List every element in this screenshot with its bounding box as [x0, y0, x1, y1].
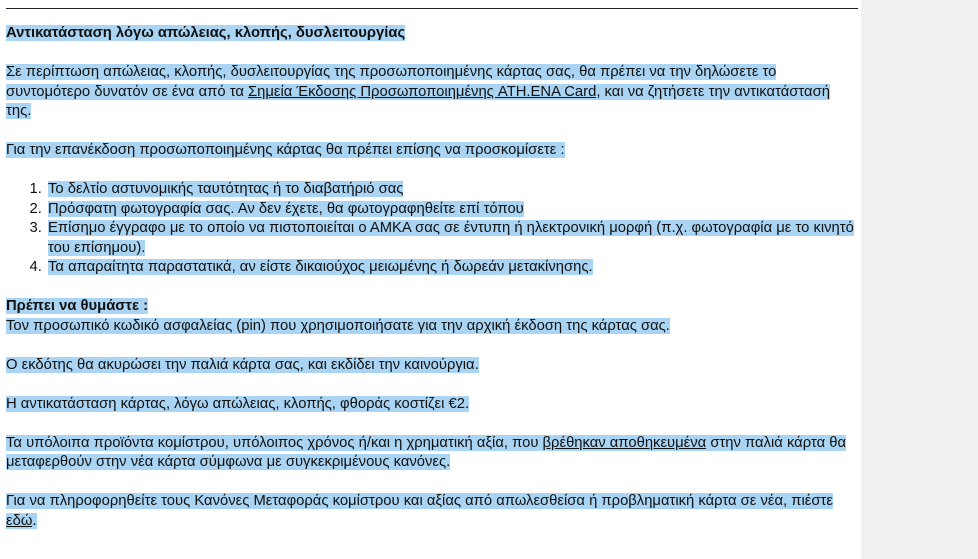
remember-heading: Πρέπει να θυμάστε : [6, 298, 149, 314]
cancel-text: Ο εκδότης θα ακυρώσει την παλιά κάρτα σας, και εκδίδει την καινούργια. [6, 356, 479, 373]
transfer-paragraph [6, 434, 856, 473]
list-item [46, 200, 856, 220]
section-title-text: Αντικατάσταση λόγω απώλειας, κλοπής, δυσλειτουργίας [6, 25, 406, 41]
list-item [46, 180, 856, 200]
document-item-1: Το δελτίο αστυνομικής ταυτότητας ή το διαβατήριό σας [48, 181, 404, 197]
transfer-rules-link[interactable]: εδώ [6, 512, 33, 529]
replacement-section [6, 24, 856, 551]
documents-list [6, 180, 856, 278]
cost-paragraph [6, 395, 856, 415]
right-gutter [861, 0, 978, 559]
transfer-text-before: Τα υπόλοιπα προϊόντα κομίστρου, υπόλοιπος χρόνος ή/και η χρηματική αξία, που [6, 434, 543, 451]
remember-text: Τον προσωπικό κωδικό ασφαλείας (pin) που χρησιμοποιήσατε για την αρχική έκδοση της κάρτας σας. [6, 317, 670, 334]
intro-text-after: , και να ζητήσετε την αντικατάστασή της. [6, 83, 830, 119]
document-item-3: Επίσημο έγγραφο με το οποίο να πιστοποιείται ο ΑΜΚΑ σας σε έντυπη ή ηλεκτρονική μορφή (π.χ. φωτογραφία με το κινητό του επίσημου). [48, 220, 854, 256]
top-divider [6, 8, 858, 9]
section-title [6, 24, 856, 44]
cancel-paragraph [6, 356, 856, 376]
documents-intro [6, 141, 856, 161]
cost-text: Η αντικατάσταση κάρτας, λόγω απώλειας, κλοπής, φθοράς κοστίζει €2. [6, 395, 470, 412]
document-item-2: Πρόσφατη φωτογραφία σας. Αν δεν έχετε, θα φωτογραφηθείτε επί τόπου [48, 200, 524, 217]
documents-intro-text: Για την επανέκδοση προσωποποιημένης κάρτας θα πρέπει επίσης να προσκομίσετε : [6, 142, 565, 158]
intro-paragraph [6, 63, 856, 122]
info-paragraph [6, 492, 856, 531]
transfer-text-after: στην παλιά κάρτα θα μεταφερθούν στην νέα κάρτα σύμφωνα με συγκεκριμένους κανόνες. [6, 434, 847, 470]
stored-products-link[interactable]: βρέθηκαν αποθηκευμένα [542, 434, 707, 451]
info-text-after: . [32, 512, 37, 529]
document-item-4: Τα απαραίτητα παραστατικά, αν είστε δικαιούχος μειωμένης ή δωρεάν μετακίνησης. [48, 259, 593, 275]
intro-text-before: Σε περίπτωση απώλειας, κλοπής, δυσλειτουργίας της προσωποποιημένης κάρτας σας, θα πρέπει να την δηλώσετε το συντομότερο δυνατόν σε ένα από τα [6, 64, 777, 100]
info-text-before: Για να πληροφορηθείτε τους Κανόνες Μεταφοράς κομίστρου και αξίας από απωλεσθείσα ή προβληματική κάρτα σε νέα, πιέστε [6, 493, 833, 509]
list-item [46, 258, 856, 278]
issuance-points-link[interactable]: Σημεία Έκδοσης Προσωποποιημένης ATH.ENA Card [248, 83, 597, 100]
remember-block [6, 297, 856, 336]
list-item [46, 219, 856, 258]
